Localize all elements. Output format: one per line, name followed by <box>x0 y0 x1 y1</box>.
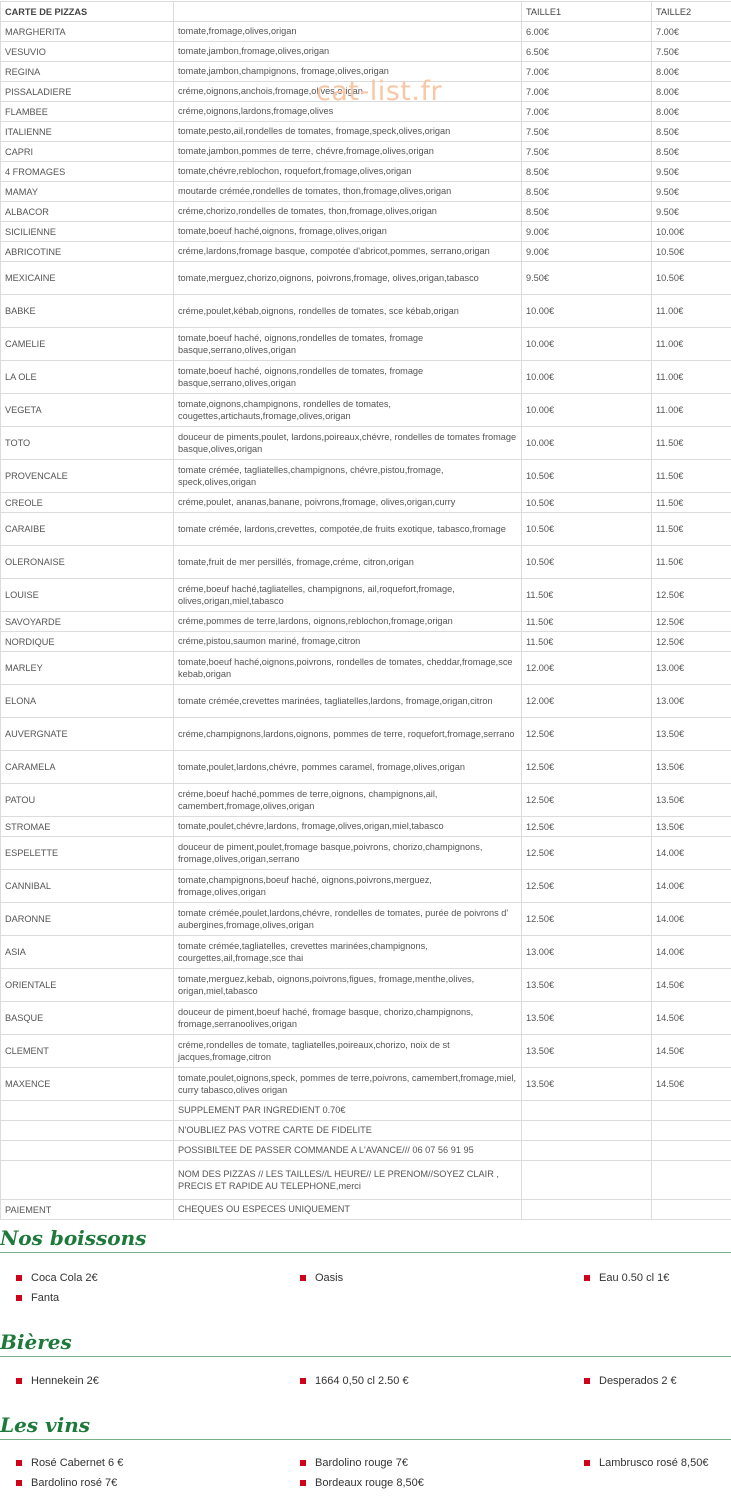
price-size-1: 6.00€ <box>522 22 652 42</box>
table-row <box>1 718 731 751</box>
price-size-2: 14.50€ <box>652 1002 731 1035</box>
list-item: Fanta <box>16 1291 59 1305</box>
pizza-name: PISSALADIERE <box>1 82 174 102</box>
price-size-1: 12.50€ <box>522 903 652 936</box>
list-item: Oasis <box>300 1271 343 1285</box>
pizza-ingredients: tomate crémée, tagliatelles,champignons, chévre,pistou,fromage, speck,olives,origan <box>174 460 522 493</box>
note-text: N'OUBLIEZ PAS VOTRE CARTE DE FIDELITE <box>174 1121 522 1141</box>
bullet-icon <box>300 1378 306 1384</box>
pizza-name: 4 FROMAGES <box>1 162 174 182</box>
price-size-2: 13.50€ <box>652 718 731 751</box>
price-size-2: 14.00€ <box>652 903 731 936</box>
price-size-2: 8.00€ <box>652 62 731 82</box>
pizza-ingredients: tomate,poulet,chévre,lardons, fromage,olives,origan,miel,tabasco <box>174 817 522 837</box>
pizza-ingredients: créme,boeuf haché,tagliatelles, champignons, ail,roquefort,fromage, olives,origan,miel,tabasco <box>174 579 522 612</box>
price-size-2: 10.00€ <box>652 222 731 242</box>
pizza-ingredients: créme,pommes de terre,lardons, oignons,reblochon,fromage,origan <box>174 612 522 632</box>
pizza-name: STROMAE <box>1 817 174 837</box>
pizza-ingredients: tomate,chévre,reblochon, roquefort,fromage,olives,origan <box>174 162 522 182</box>
table-row <box>1 394 731 427</box>
list-item: Hennekein 2€ <box>16 1374 99 1388</box>
table-row <box>1 513 731 546</box>
table-row <box>1 652 731 685</box>
table-row <box>1 182 731 202</box>
bullet-icon <box>584 1460 590 1466</box>
price-size-1: 11.50€ <box>522 579 652 612</box>
pizza-ingredients: tomate crémée, lardons,crevettes, compotée,de fruits exotique, tabasco,fromage <box>174 513 522 546</box>
pizza-name: NORDIQUE <box>1 632 174 652</box>
pizza-name: PROVENCALE <box>1 460 174 493</box>
table-row <box>1 460 731 493</box>
table-row <box>1 122 731 142</box>
list-item: Rosé Cabernet 6 € <box>16 1456 123 1470</box>
table-row <box>1 936 731 969</box>
pizza-ingredients: douceur de piments,poulet, lardons,poireaux,chévre, rondelles de tomates fromage basque,olives,origan <box>174 427 522 460</box>
pizza-ingredients: créme,oignons,anchois,fromage,olives,origan <box>174 82 522 102</box>
header-pizza-card: CARTE DE PIZZAS <box>1 2 174 22</box>
table-row <box>1 242 731 262</box>
pizza-ingredients: tomate,boeuf haché,oignons,poivrons, rondelles de tomates, cheddar,fromage,sce kebab,origan <box>174 652 522 685</box>
pizza-ingredients: tomate,jambon,champignons, fromage,olives,origan <box>174 62 522 82</box>
pizza-ingredients: tomate,poulet,lardons,chévre, pommes caramel, fromage,olives,origan <box>174 751 522 784</box>
pizza-name: ORIENTALE <box>1 969 174 1002</box>
price-size-1: 9.00€ <box>522 222 652 242</box>
table-row <box>1 817 731 837</box>
price-size-1: 7.00€ <box>522 102 652 122</box>
table-row <box>1 222 731 242</box>
price-size-1: 13.50€ <box>522 1002 652 1035</box>
price-size-2: 14.00€ <box>652 837 731 870</box>
drinks-list <box>0 1253 731 1313</box>
note-text: SUPPLEMENT PAR INGREDIENT 0.70€ <box>174 1101 522 1121</box>
pizza-name: VEGETA <box>1 394 174 427</box>
pizza-ingredients: tomate,poulet,oignons,speck, pommes de terre,poivrons, camembert,fromage,miel, curry tabasco,olives origan <box>174 1068 522 1101</box>
pizza-ingredients: créme,poulet, ananas,banane, poivrons,fromage, olives,origan,curry <box>174 493 522 513</box>
pizza-name: VESUVIO <box>1 42 174 62</box>
table-row <box>1 1035 731 1068</box>
note-empty-cell <box>652 1161 731 1200</box>
note-row <box>1 1101 731 1121</box>
table-row <box>1 102 731 122</box>
note-label <box>1 1141 174 1161</box>
pizza-name: TOTO <box>1 427 174 460</box>
pizza-name: BABKE <box>1 295 174 328</box>
price-size-1: 8.50€ <box>522 182 652 202</box>
note-text: CHEQUES OU ESPECES UNIQUEMENT <box>174 1200 522 1220</box>
price-size-2: 14.50€ <box>652 1035 731 1068</box>
price-size-2: 8.00€ <box>652 82 731 102</box>
table-row <box>1 632 731 652</box>
price-size-2: 14.50€ <box>652 969 731 1002</box>
price-size-2: 10.50€ <box>652 242 731 262</box>
price-size-1: 9.50€ <box>522 262 652 295</box>
pizza-name: MAXENCE <box>1 1068 174 1101</box>
note-empty-cell <box>652 1141 731 1161</box>
table-row <box>1 42 731 62</box>
price-size-2: 11.50€ <box>652 427 731 460</box>
note-row <box>1 1141 731 1161</box>
pizza-ingredients: tomate,jambon,fromage,olives,origan <box>174 42 522 62</box>
pizza-name: MEXICAINE <box>1 262 174 295</box>
pizza-ingredients: tomate,boeuf haché, oignons,rondelles de tomates, fromage basque,serrano,olives,origan <box>174 361 522 394</box>
pizza-ingredients: créme,oignons,lardons,fromage,olives <box>174 102 522 122</box>
table-row <box>1 1068 731 1101</box>
bullet-icon <box>16 1378 22 1384</box>
price-size-2: 11.50€ <box>652 546 731 579</box>
price-size-1: 10.50€ <box>522 493 652 513</box>
price-size-1: 10.00€ <box>522 394 652 427</box>
pizza-name: CAMELIE <box>1 328 174 361</box>
pizza-name: ELONA <box>1 685 174 718</box>
drinks-title: Nos boissons <box>0 1226 147 1250</box>
beers-section <box>0 1330 731 1417</box>
table-row <box>1 493 731 513</box>
pizza-name: REGINA <box>1 62 174 82</box>
pizza-ingredients: créme,lardons,fromage basque, compotée d'abricot,pommes, serrano,origan <box>174 242 522 262</box>
price-size-2: 13.00€ <box>652 652 731 685</box>
pizza-ingredients: créme,boeuf haché,pommes de terre,oignons, champignons,ail, camembert,fromage,olives,origan <box>174 784 522 817</box>
pizza-ingredients: tomate,merguez,chorizo,oignons, poivrons,fromage, olives,origan,tabasco <box>174 262 522 295</box>
list-item: Eau 0.50 cl 1€ <box>584 1271 669 1285</box>
table-row <box>1 784 731 817</box>
price-size-2: 12.50€ <box>652 632 731 652</box>
price-size-2: 14.50€ <box>652 1068 731 1101</box>
header-ingredients <box>174 2 522 22</box>
pizza-ingredients: tomate,boeuf haché,oignons, fromage,olives,origan <box>174 222 522 242</box>
table-row <box>1 328 731 361</box>
price-size-1: 10.00€ <box>522 295 652 328</box>
price-size-2: 12.50€ <box>652 612 731 632</box>
pizza-name: CANNIBAL <box>1 870 174 903</box>
pizza-name: CREOLE <box>1 493 174 513</box>
table-row <box>1 262 731 295</box>
pizza-ingredients: tomate,boeuf haché, oignons,rondelles de tomates, fromage basque,serrano,olives,origan <box>174 328 522 361</box>
list-item: Coca Cola 2€ <box>16 1271 98 1285</box>
wines-list <box>0 1440 731 1500</box>
note-label: PAIEMENT <box>1 1200 174 1220</box>
price-size-2: 14.00€ <box>652 936 731 969</box>
table-row <box>1 142 731 162</box>
price-size-2: 13.50€ <box>652 784 731 817</box>
table-row <box>1 685 731 718</box>
price-size-1: 9.00€ <box>522 242 652 262</box>
price-size-2: 10.50€ <box>652 262 731 295</box>
table-row <box>1 202 731 222</box>
price-size-1: 12.50€ <box>522 870 652 903</box>
price-size-2: 9.50€ <box>652 182 731 202</box>
price-size-1: 11.50€ <box>522 612 652 632</box>
beers-list <box>0 1357 731 1417</box>
price-size-2: 11.00€ <box>652 328 731 361</box>
pizza-name: SAVOYARDE <box>1 612 174 632</box>
note-row <box>1 1161 731 1200</box>
price-size-1: 12.00€ <box>522 652 652 685</box>
pizza-ingredients: créme,poulet,kébab,oignons, rondelles de tomates, sce kébab,origan <box>174 295 522 328</box>
price-size-2: 11.50€ <box>652 513 731 546</box>
note-label <box>1 1121 174 1141</box>
table-row <box>1 62 731 82</box>
bullet-icon <box>16 1480 22 1486</box>
table-row <box>1 579 731 612</box>
pizza-rows <box>1 22 731 1220</box>
pizza-ingredients: tomate,champignons,boeuf haché, oignons,poivrons,merguez, fromage,olives,origan <box>174 870 522 903</box>
price-size-1: 10.00€ <box>522 328 652 361</box>
note-empty-cell <box>652 1121 731 1141</box>
pizza-name: ITALIENNE <box>1 122 174 142</box>
note-row <box>1 1121 731 1141</box>
pizza-name: ASIA <box>1 936 174 969</box>
table-row <box>1 361 731 394</box>
price-size-2: 11.50€ <box>652 493 731 513</box>
pizza-ingredients: douceur de piment,boeuf haché, fromage basque, chorizo,champignons, fromage,serranoolives,origan <box>174 1002 522 1035</box>
bullet-icon <box>300 1480 306 1486</box>
price-size-1: 6.50€ <box>522 42 652 62</box>
price-size-2: 8.50€ <box>652 122 731 142</box>
wines-title: Les vins <box>0 1413 91 1437</box>
price-size-1: 12.50€ <box>522 751 652 784</box>
note-empty-cell <box>522 1200 652 1220</box>
table-row <box>1 612 731 632</box>
price-size-1: 12.50€ <box>522 837 652 870</box>
price-size-2: 11.00€ <box>652 295 731 328</box>
table-row <box>1 22 731 42</box>
price-size-1: 10.00€ <box>522 361 652 394</box>
price-size-2: 9.50€ <box>652 162 731 182</box>
note-row <box>1 1200 731 1220</box>
table-row <box>1 903 731 936</box>
bullet-icon <box>16 1295 22 1301</box>
pizza-name: BASQUE <box>1 1002 174 1035</box>
price-size-1: 8.50€ <box>522 162 652 182</box>
price-size-1: 12.50€ <box>522 718 652 751</box>
pizza-ingredients: créme,champignons,lardons,oignons, pommes de terre, roquefort,fromage,serrano <box>174 718 522 751</box>
table-row <box>1 870 731 903</box>
price-size-1: 11.50€ <box>522 632 652 652</box>
note-empty-cell <box>522 1141 652 1161</box>
table-row <box>1 427 731 460</box>
price-size-2: 9.50€ <box>652 202 731 222</box>
pizza-name: LA OLE <box>1 361 174 394</box>
pizza-name: CARAMELA <box>1 751 174 784</box>
list-item: Bordeaux rouge 8,50€ <box>300 1476 424 1490</box>
pizza-name: CARAIBE <box>1 513 174 546</box>
pizza-name: OLERONAISE <box>1 546 174 579</box>
price-size-2: 7.00€ <box>652 22 731 42</box>
pizza-ingredients: tomate,merguez,kebab, oignons,poivrons,figues, fromage,menthe,olives, origan,miel,tabasco <box>174 969 522 1002</box>
note-empty-cell <box>522 1101 652 1121</box>
pizza-ingredients: tomate crémée,poulet,lardons,chévre, rondelles de tomates, purée de poivrons d' aubergines,fromage,olives,origan <box>174 903 522 936</box>
price-size-2: 11.00€ <box>652 361 731 394</box>
price-size-1: 7.00€ <box>522 82 652 102</box>
bullet-icon <box>300 1460 306 1466</box>
pizza-ingredients: moutarde crémée,rondelles de tomates, thon,fromage,olives,origan <box>174 182 522 202</box>
price-size-2: 8.50€ <box>652 142 731 162</box>
pizza-ingredients: tomate,oignons,champignons, rondelles de tomates, cougettes,artichauts,fromage,olives,origan <box>174 394 522 427</box>
pizza-ingredients: tomate crémée,crevettes marinées, tagliatelles,lardons, fromage,origan,citron <box>174 685 522 718</box>
price-size-2: 7.50€ <box>652 42 731 62</box>
pizza-name: MARLEY <box>1 652 174 685</box>
price-size-2: 11.50€ <box>652 460 731 493</box>
list-item: Lambrusco rosé 8,50€ <box>584 1456 708 1470</box>
pizza-menu-table <box>0 1 731 1220</box>
price-size-2: 13.00€ <box>652 685 731 718</box>
table-row <box>1 82 731 102</box>
pizza-ingredients: tomate crémée,tagliatelles, crevettes marinées,champignons, courgettes,ail,fromage,sce thai <box>174 936 522 969</box>
pizza-ingredients: douceur de piment,poulet,fromage basque,poivrons, chorizo,champignons, fromage,olives,origan,serrano <box>174 837 522 870</box>
pizza-name: FLAMBEE <box>1 102 174 122</box>
header-size-2: TAILLE2 <box>652 2 731 22</box>
table-row <box>1 751 731 784</box>
pizza-name: LOUISE <box>1 579 174 612</box>
pizza-name: MARGHERITA <box>1 22 174 42</box>
list-item: Desperados 2 € <box>584 1374 677 1388</box>
price-size-1: 13.50€ <box>522 1035 652 1068</box>
drinks-section <box>0 1226 731 1313</box>
pizza-ingredients: tomate,jambon,pommes de terre, chévre,fromage,olives,origan <box>174 142 522 162</box>
price-size-1: 10.50€ <box>522 546 652 579</box>
price-size-2: 13.50€ <box>652 751 731 784</box>
pizza-ingredients: tomate,fruit de mer persillés, fromage,créme, citron,origan <box>174 546 522 579</box>
bullet-icon <box>16 1275 22 1281</box>
table-row <box>1 162 731 182</box>
pizza-name: SICILIENNE <box>1 222 174 242</box>
price-size-2: 14.00€ <box>652 870 731 903</box>
beers-title: Bières <box>0 1330 72 1354</box>
bullet-icon <box>300 1275 306 1281</box>
note-empty-cell <box>652 1200 731 1220</box>
table-row <box>1 295 731 328</box>
price-size-2: 11.00€ <box>652 394 731 427</box>
price-size-2: 13.50€ <box>652 817 731 837</box>
price-size-1: 10.50€ <box>522 460 652 493</box>
pizza-name: MAMAY <box>1 182 174 202</box>
pizza-name: ESPELETTE <box>1 837 174 870</box>
list-item: 1664 0,50 cl 2.50 € <box>300 1374 409 1388</box>
pizza-ingredients: créme,rondelles de tomate, tagliatelles,poireaux,chorizo, noix de st jacques,fromage,citron <box>174 1035 522 1068</box>
price-size-1: 13.00€ <box>522 936 652 969</box>
table-header-row <box>1 2 731 22</box>
pizza-ingredients: tomate,pesto,ail,rondelles de tomates, fromage,speck,olives,origan <box>174 122 522 142</box>
price-size-1: 10.00€ <box>522 427 652 460</box>
price-size-1: 12.00€ <box>522 685 652 718</box>
pizza-ingredients: créme,pistou,saumon mariné, fromage,citron <box>174 632 522 652</box>
pizza-name: DARONNE <box>1 903 174 936</box>
note-empty-cell <box>522 1121 652 1141</box>
pizza-ingredients: créme,chorizo,rondelles de tomates, thon,fromage,olives,origan <box>174 202 522 222</box>
wines-section <box>0 1413 731 1500</box>
note-empty-cell <box>522 1161 652 1200</box>
bullet-icon <box>584 1275 590 1281</box>
note-text: POSSIBILTEE DE PASSER COMMANDE A L'AVANCE/// 06 07 56 91 95 <box>174 1141 522 1161</box>
price-size-2: 12.50€ <box>652 579 731 612</box>
price-size-1: 10.50€ <box>522 513 652 546</box>
pizza-name: ALBACOR <box>1 202 174 222</box>
price-size-1: 12.50€ <box>522 784 652 817</box>
price-size-1: 8.50€ <box>522 202 652 222</box>
price-size-1: 7.50€ <box>522 142 652 162</box>
note-empty-cell <box>652 1101 731 1121</box>
pizza-ingredients: tomate,fromage,olives,origan <box>174 22 522 42</box>
pizza-name: ABRICOTINE <box>1 242 174 262</box>
price-size-1: 13.50€ <box>522 969 652 1002</box>
price-size-1: 12.50€ <box>522 817 652 837</box>
watermark: cat-list.fr <box>316 76 443 107</box>
table-row <box>1 837 731 870</box>
note-text: NOM DES PIZZAS // LES TAILLES//L HEURE// LE PRENOM//SOYEZ CLAIR , PRECIS ET RAPIDE AU TELEPHONE,merci <box>174 1161 522 1200</box>
list-item: Bardolino rosé 7€ <box>16 1476 117 1490</box>
pizza-name: AUVERGNATE <box>1 718 174 751</box>
table-row <box>1 1002 731 1035</box>
bullet-icon <box>584 1378 590 1384</box>
price-size-1: 13.50€ <box>522 1068 652 1101</box>
pizza-name: CAPRI <box>1 142 174 162</box>
note-label <box>1 1101 174 1121</box>
list-item: Bardolino rouge 7€ <box>300 1456 408 1470</box>
pizza-name: PATOU <box>1 784 174 817</box>
price-size-1: 7.00€ <box>522 62 652 82</box>
table-row <box>1 546 731 579</box>
price-size-1: 7.50€ <box>522 122 652 142</box>
price-size-2: 8.00€ <box>652 102 731 122</box>
table-row <box>1 969 731 1002</box>
pizza-name: CLEMENT <box>1 1035 174 1068</box>
header-size-1: TAILLE1 <box>522 2 652 22</box>
bullet-icon <box>16 1460 22 1466</box>
note-label <box>1 1161 174 1200</box>
